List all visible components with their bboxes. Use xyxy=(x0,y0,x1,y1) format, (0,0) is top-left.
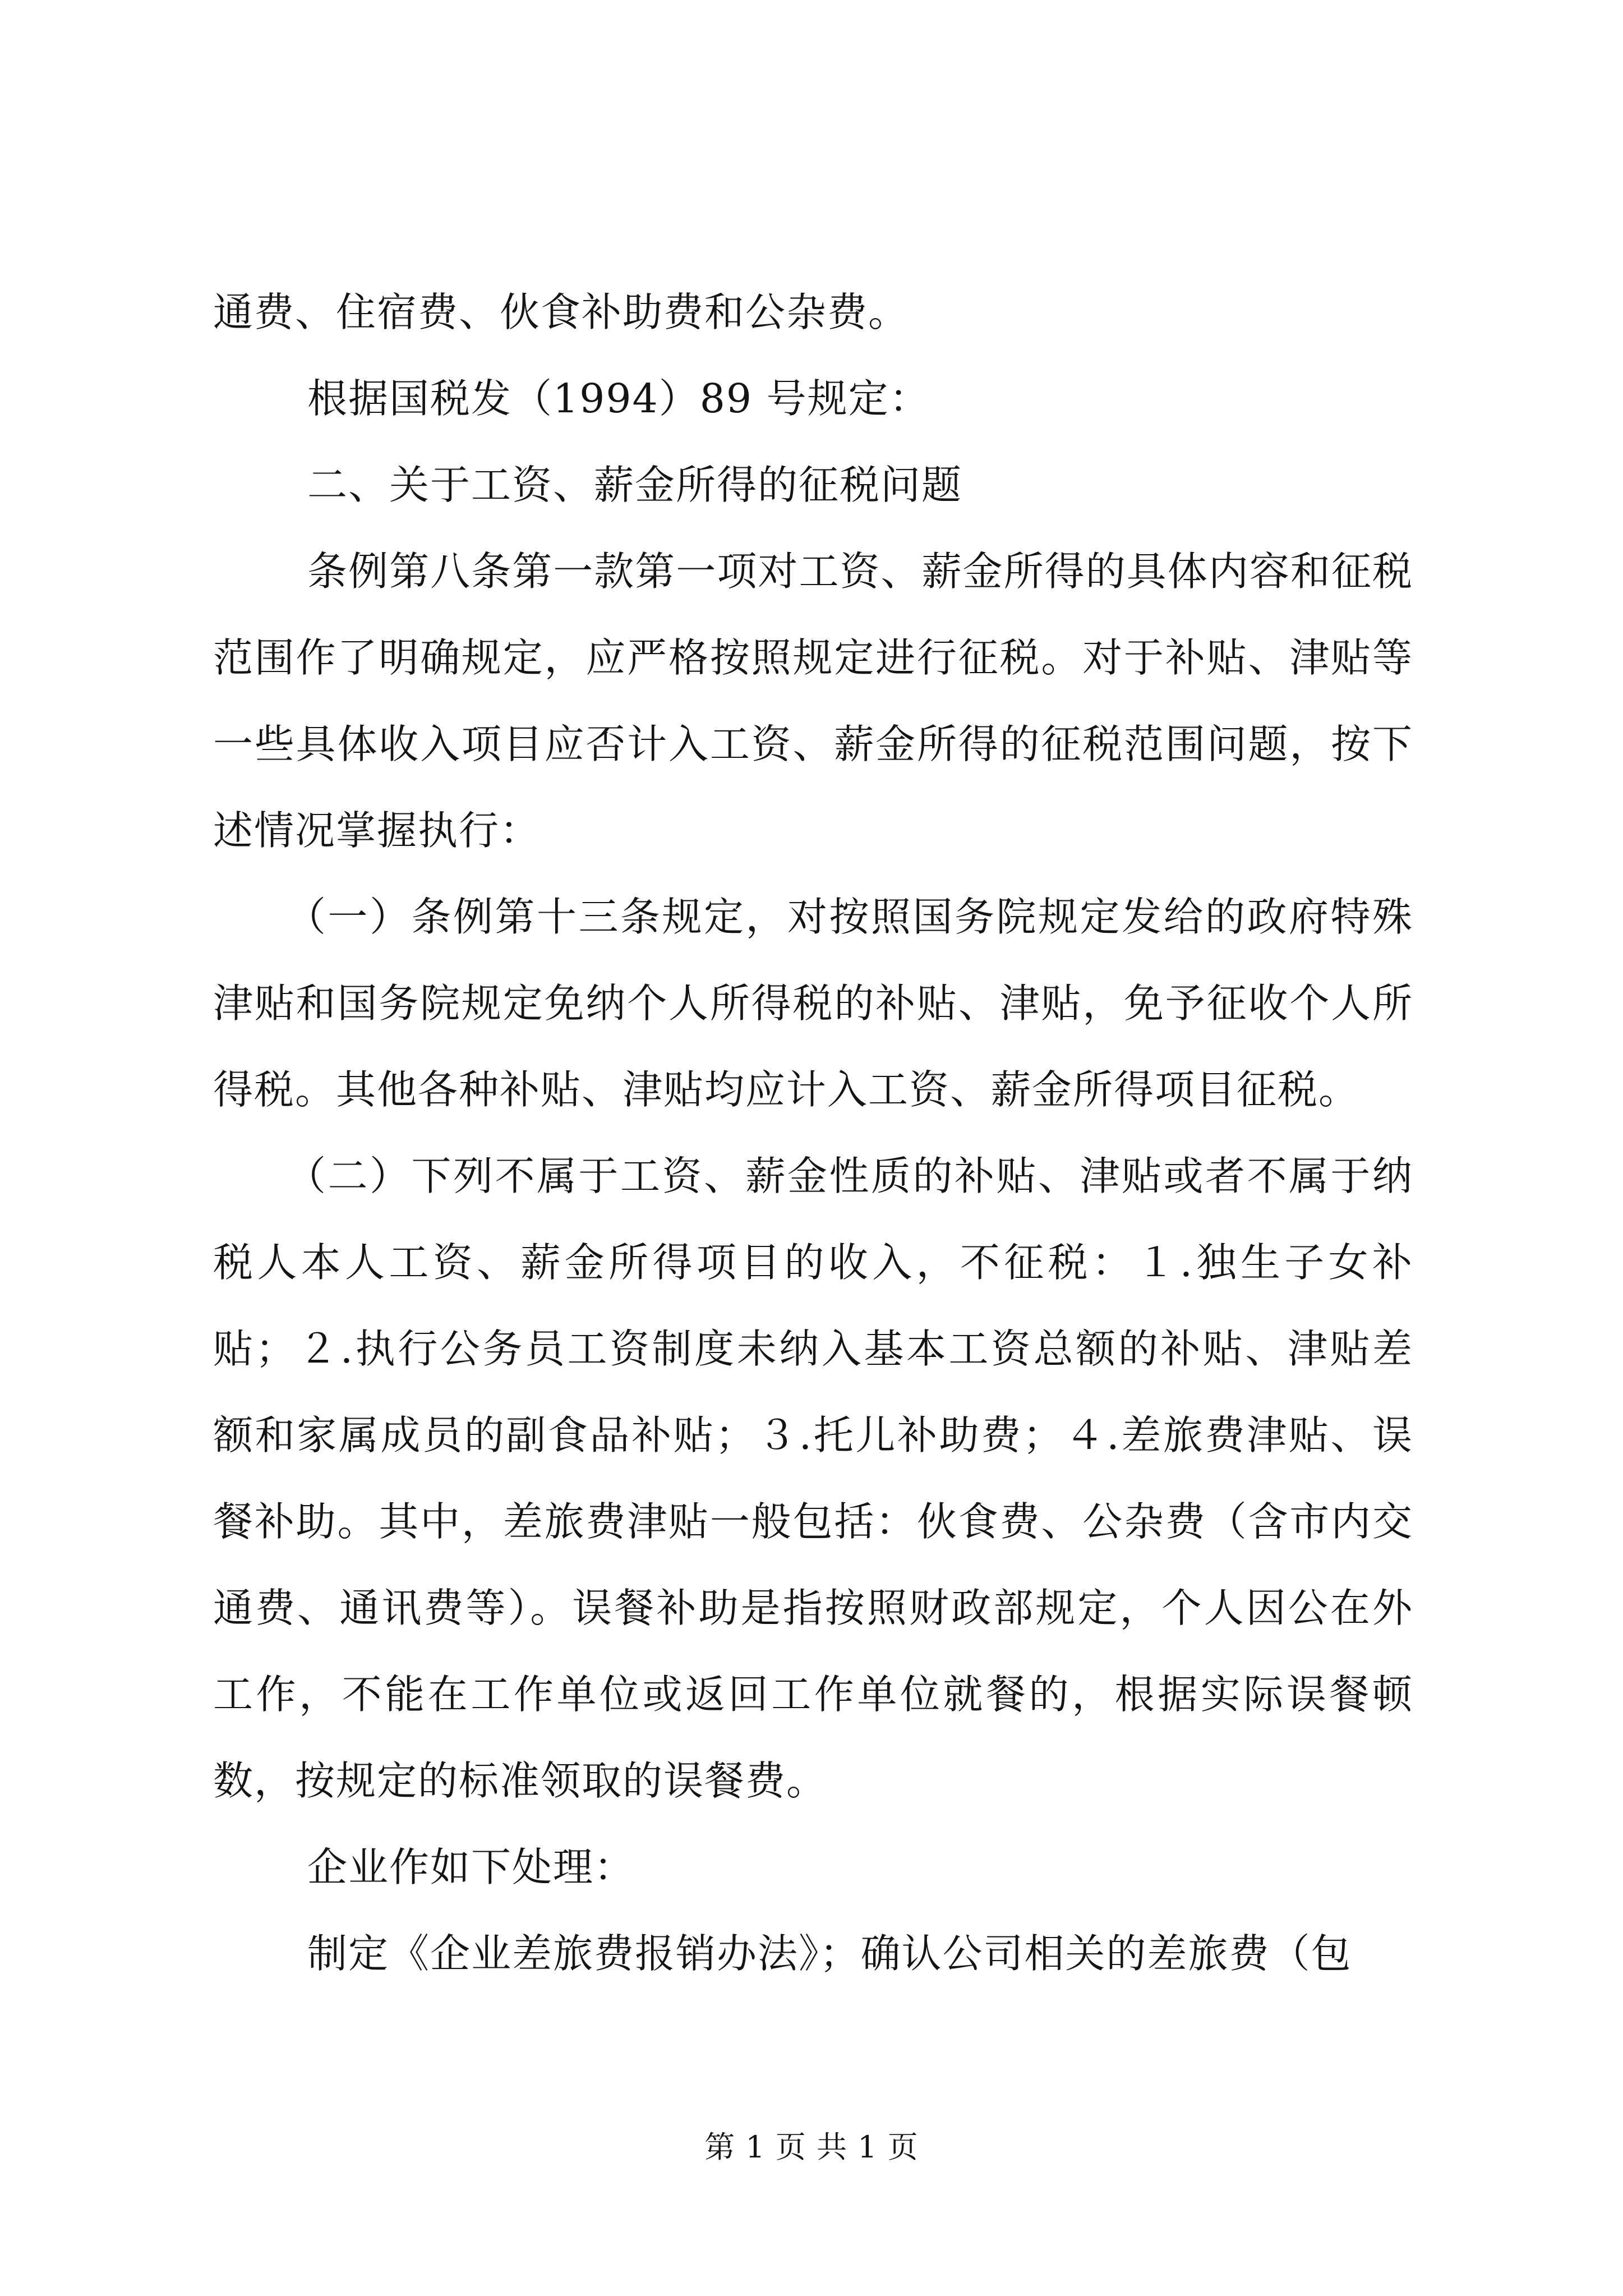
paragraph-item-two: （二）下列不属于工资、薪金性质的补贴、津贴或者不属于纳税人本人工资、薪金所得项目的收入，不征税：１.独生子女补贴；２.执行公务员工资制度未纳入基本工资总额的补贴、津贴差额和家属成员的副食品补贴；３.托儿补助费；４.差旅费津贴、误餐补助。其中，差旅费津贴一般包括：伙食费、公杂费（含市内交通费、通讯费等）。误餐补助是指按照财政部规定，个人因公在外工作，不能在工作单位或返回工作单位就餐的，根据实际误餐顿数，按规定的标准领取的误餐费。 xyxy=(213,1153,1413,1804)
document-body xyxy=(213,269,1413,1997)
page-footer: 第 1 页 共 1 页 xyxy=(704,2129,919,2165)
paragraph-regulation-reference: 根据国税发（1994）89 号规定： xyxy=(307,375,930,422)
paragraph-article-eight: 条例第八条第一款第一项对工资、薪金所得的具体内容和征税范围作了明确规定，应严格按照规定进行征税。对于补贴、津贴等一些具体收入项目应否计入工资、薪金所得的征税范围问题，按下述情况掌握执行： xyxy=(213,548,1413,854)
paragraph-travel-expense-policy: 制定《企业差旅费报销办法》；确认公司相关的差旅费（包 xyxy=(307,1930,1352,1977)
section-heading: 二、关于工资、薪金所得的征税问题 xyxy=(307,462,963,508)
paragraph-continuation: 通费、住宿费、伙食补助费和公杂费。 xyxy=(213,289,910,335)
paragraph-item-one: （一）条例第十三条规定，对按照国务院规定发给的政府特殊津贴和国务院规定免纳个人所得税的补贴、津贴，免予征收个人所得税。其他各种补贴、津贴均应计入工资、薪金所得项目征税。 xyxy=(213,894,1413,1113)
paragraph-enterprise-handling: 企业作如下处理： xyxy=(307,1844,635,1890)
